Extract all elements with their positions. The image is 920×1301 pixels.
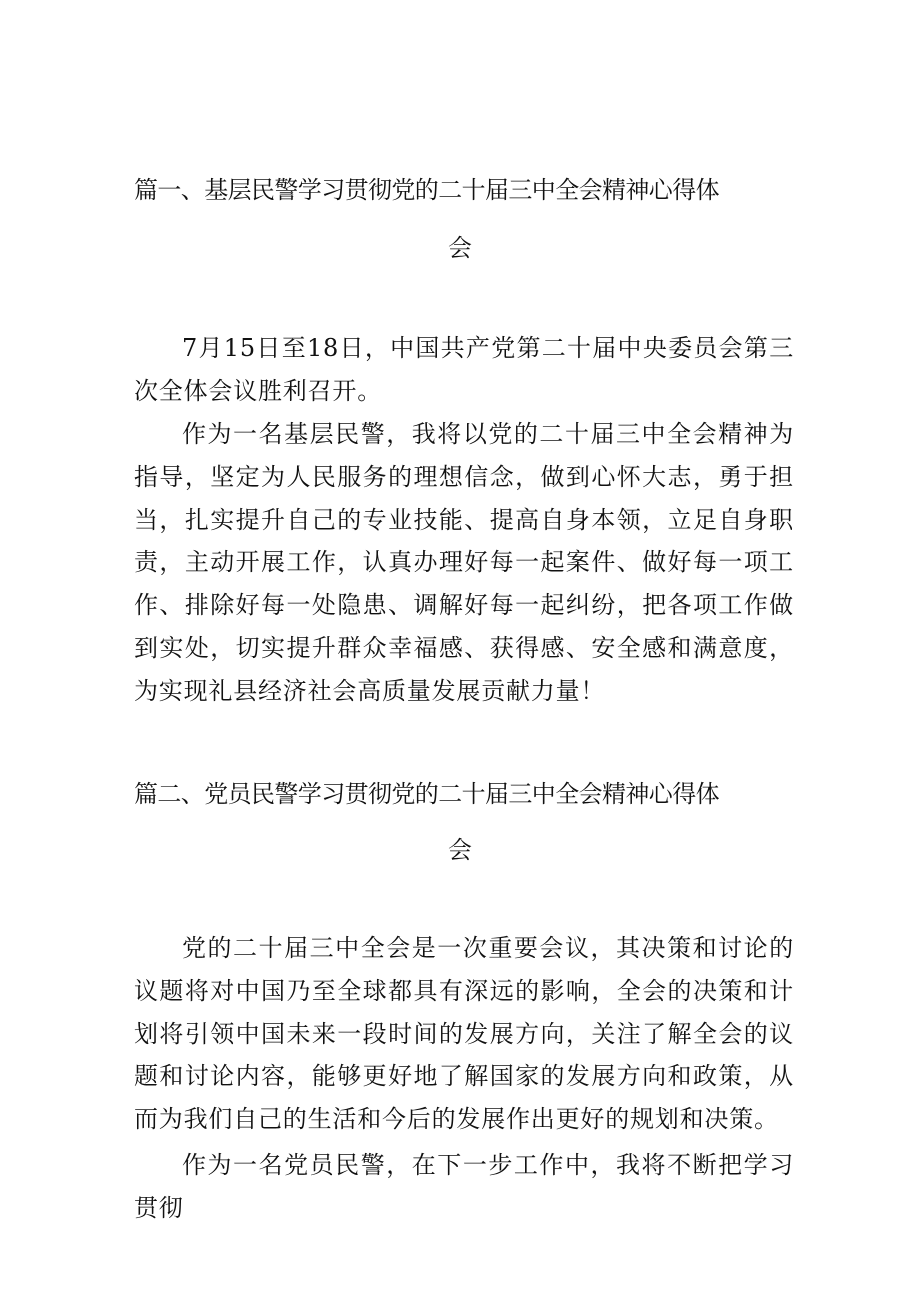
section-1-paragraph-1: 7月15日至18日，中国共产党第二十届中央委员会第三次全体会议胜利召开。	[134, 334, 794, 405]
section-2-heading: 篇二、党员民警学习贯彻党的二十届三中全会精神心得体	[134, 780, 719, 808]
section-1-heading: 篇一、基层民警学习贯彻党的二十届三中全会精神心得体	[134, 176, 719, 204]
section-2-paragraph-2: 作为一名党员民警，在下一步工作中，我将不断把学习贯彻	[134, 1151, 794, 1222]
section-2-paragraph-1: 党的二十届三中全会是一次重要会议，其决策和讨论的议题将对中国乃至全球都具有深远的影响，全会的决策和计划将引领中国未来一段时间的发展方向，关注了解全会的议题和讨论内容，能够更好地了解国家的发展方向和政策，从而为我们自己的生活和今后的发展作出更好的规划和决策。	[134, 934, 794, 1134]
section-2-heading-continued: 会	[448, 836, 472, 864]
section-1-heading-continued: 会	[448, 234, 472, 262]
section-1-paragraph-2: 作为一名基层民警，我将以党的二十届三中全会精神为指导，坚定为人民服务的理想信念，做到心怀大志，勇于担当，扎实提升自己的专业技能、提高自身本领，立足自身职责，主动开展工作，认真办理好每一起案件、做好每一项工作、排除好每一处隐患、调解好每一起纠纷，把各项工作做到实处，切实提升群众幸福感、获得感、安全感和满意度，为实现礼县经济社会高质量发展贡献力量！	[134, 420, 794, 705]
